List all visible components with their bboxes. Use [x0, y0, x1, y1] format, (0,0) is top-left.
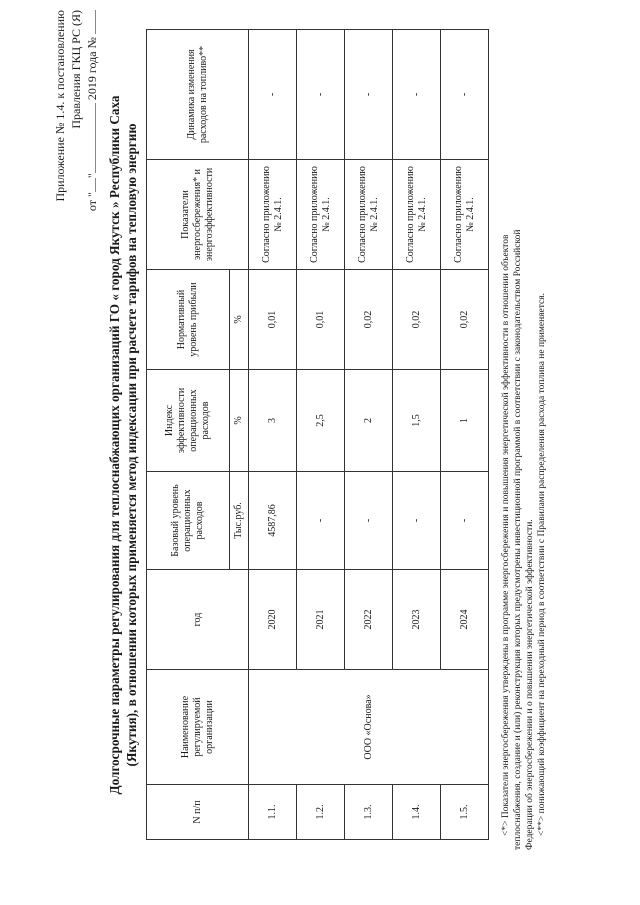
cell-num: 1.1.	[249, 785, 297, 840]
cell-year: 2020	[249, 570, 297, 670]
cell-base-costs: -	[393, 472, 441, 570]
cell-profit-level: 0,02	[345, 270, 393, 370]
cell-num: 1.4.	[393, 785, 441, 840]
header-fuel-dynamics: Динамика изменения расходов на топливо**	[147, 30, 249, 160]
cell-energy-saving: Согласно приложению № 2.4.1.	[441, 160, 489, 270]
month-blank	[85, 103, 96, 173]
cell-num: 1.2.	[297, 785, 345, 840]
footnote-line: Федерации об энергосбережении и о повышении энергетической эффективности.	[525, 519, 535, 850]
table-row	[249, 30, 297, 840]
appendix-date-line	[84, 10, 100, 350]
cell-efficiency-index: 2,5	[297, 370, 345, 472]
header-energy-saving: Показатели энергосбережения* и энергоэффективности	[147, 160, 249, 270]
header-efficiency-index: Индекс эффективности операционных расходов	[147, 370, 230, 472]
cell-fuel-dynamics: -	[345, 30, 393, 160]
cell-efficiency-index: 3	[249, 370, 297, 472]
cell-num: 1.5.	[441, 785, 489, 840]
landscape-page	[28, 10, 628, 880]
cell-fuel-dynamics: -	[297, 30, 345, 160]
cell-organization: ООО «Основа»	[249, 670, 489, 785]
footnote-line: <*> Показатели энергосбережения утверждены в программе энергосбережения и повышения энергетической эффективности в отношении объектов	[501, 234, 511, 836]
cell-profit-level: 0,02	[441, 270, 489, 370]
cell-energy-saving: Согласно приложению № 2.4.1.	[297, 160, 345, 270]
cell-fuel-dynamics: -	[393, 30, 441, 160]
header-num: N п/п	[147, 785, 249, 840]
parameters-table	[146, 29, 489, 840]
header-year: год	[147, 570, 249, 670]
unit-efficiency-index: %	[230, 370, 249, 472]
cell-fuel-dynamics: -	[249, 30, 297, 160]
cell-year: 2021	[297, 570, 345, 670]
cell-num: 1.3.	[345, 785, 393, 840]
header-organization: Наименование регулируемой организации	[147, 670, 249, 785]
cell-base-costs: -	[441, 472, 489, 570]
title-line: Долгосрочные параметры регулирования для теплоснабжающих организаций ГО « город Якутск » Республики Саха	[107, 95, 122, 795]
appendix-line: Приложение № 1.4. к постановлению	[53, 10, 67, 202]
footnote-line: теплоснабжения, создание и (или) реконструкция которых предусмотрены инвестиционной программой в соответствии с законодательством Российской	[513, 229, 523, 850]
cell-profit-level: 0,01	[297, 270, 345, 370]
appendix-line: Правления ГКЦ РС (Я)	[69, 10, 83, 129]
date-mid: "	[85, 173, 99, 179]
cell-base-costs: -	[297, 472, 345, 570]
title-line: (Якутия), в отношении которых применяется метод индексации при расчете тарифов на тепловую энергию	[124, 123, 139, 767]
cell-base-costs: 4587,86	[249, 472, 297, 570]
header-profit-level: Нормативный уровень прибыли	[147, 270, 230, 370]
cell-efficiency-index: 1,5	[393, 370, 441, 472]
cell-energy-saving: Согласно приложению № 2.4.1.	[345, 160, 393, 270]
day-blank	[85, 178, 96, 192]
cell-energy-saving: Согласно приложению № 2.4.1.	[393, 160, 441, 270]
cell-profit-level: 0,01	[249, 270, 297, 370]
cell-fuel-dynamics: -	[441, 30, 489, 160]
cell-base-costs: -	[345, 472, 393, 570]
appendix-block	[52, 10, 100, 350]
cell-year: 2022	[345, 570, 393, 670]
cell-energy-saving: Согласно приложению № 2.4.1.	[249, 160, 297, 270]
cell-year: 2023	[393, 570, 441, 670]
footnote-line: <**> понижающий коэффициент на переходный период в соответствии с Правилами распределения расхода топлива не применяется.	[537, 292, 547, 836]
date-prefix: от "	[85, 192, 99, 212]
unit-base-costs: Тыс.руб.	[230, 472, 249, 570]
cell-year: 2024	[441, 570, 489, 670]
cell-efficiency-index: 1	[441, 370, 489, 472]
header-base-costs: Базовый уровень операционных расходов	[147, 472, 230, 570]
number-blank	[85, 10, 96, 34]
footnotes	[500, 10, 548, 850]
date-suffix: 2019 года №	[85, 37, 99, 101]
unit-profit-level: %	[230, 270, 249, 370]
cell-profit-level: 0,02	[393, 270, 441, 370]
document-title	[106, 20, 140, 870]
cell-efficiency-index: 2	[345, 370, 393, 472]
